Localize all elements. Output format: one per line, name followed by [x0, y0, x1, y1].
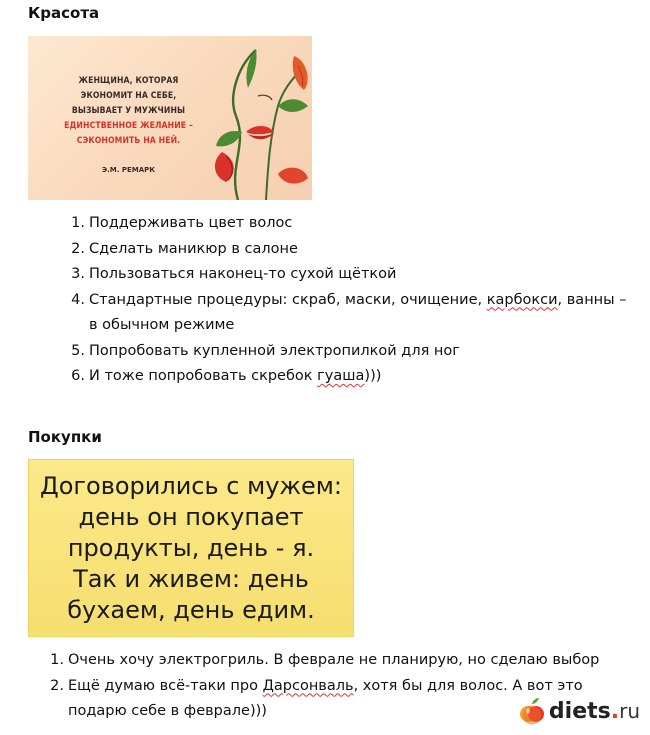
list-item: 2. Сделать маникюр в салоне	[71, 240, 298, 257]
site-watermark	[519, 693, 640, 729]
quote-line: ЖЕНЩИНА, КОТОРАЯ	[78, 76, 179, 86]
quote-text	[46, 74, 211, 149]
quote-line: ЭКОНОМИТ НА СЕБЕ,	[80, 91, 177, 101]
section-heading-beauty: Красота	[28, 4, 100, 22]
quote-line-highlight: ЕДИНСТВЕННОЕ ЖЕЛАНИЕ –	[64, 121, 193, 131]
joke-line: день он покупает	[78, 503, 304, 531]
spellcheck-word: Дарсонваль	[262, 677, 354, 694]
quote-line-highlight: СЭКОНОМИТЬ НА НЕЙ.	[76, 136, 181, 146]
section-heading-shopping: Покупки	[28, 428, 102, 446]
joke-line: бухаем, день едим.	[67, 596, 315, 624]
joke-line: Договорились с мужем:	[39, 472, 342, 500]
flower-face-illustration	[208, 36, 312, 200]
list-item: 1. Очень хочу электрогриль. В феврале не планирую, но сделаю выбор	[50, 652, 600, 668]
quote-author: Э.М. РЕМАРК	[101, 166, 155, 174]
list-item: 1. Поддерживать цвет волос	[71, 215, 293, 231]
list-item: 2. Ещё думаю всё-таки про Дарсонваль, хотя бы для волос. А вот это подарю себе в феврале)))	[50, 677, 583, 719]
apple-icon	[519, 696, 545, 726]
watermark-text: diets.ru	[548, 698, 640, 724]
list-item: 3. Пользоваться наконец-то сухой щёткой	[71, 266, 397, 282]
spellcheck-word: гуаша	[317, 368, 365, 384]
beauty-list	[71, 211, 629, 390]
joke-image	[28, 459, 354, 637]
list-item: 4. Стандартные процедуры: скраб, маски, очищение, карбокси, ванны – в обычном режиме	[71, 291, 627, 333]
list-item: 6. И тоже попробовать скребок гуаша)))	[71, 368, 382, 384]
joke-text	[28, 471, 354, 626]
spellcheck-word: карбокси	[486, 291, 558, 308]
joke-line: продукты, день - я.	[67, 534, 315, 562]
remarque-quote-image	[28, 36, 312, 200]
joke-line: Так и живем: день	[73, 565, 309, 593]
quote-line: ВЫЗЫВАЕТ У МУЖЧИНЫ	[71, 106, 186, 116]
list-item: 5. Попробовать купленной электропилкой для ног	[71, 342, 460, 359]
